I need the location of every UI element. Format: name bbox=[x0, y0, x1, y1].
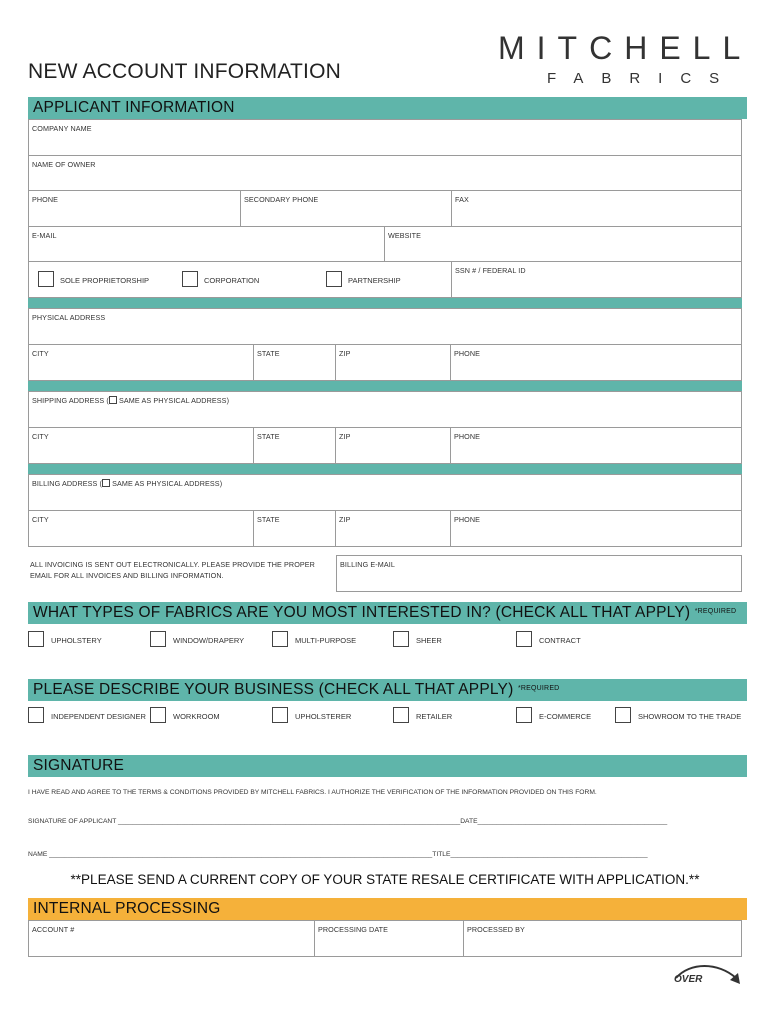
field-label: PHONE bbox=[454, 432, 481, 441]
field-label: STATE bbox=[257, 432, 280, 441]
section-fabrics bbox=[28, 602, 747, 624]
shipping-label-prefix: SHIPPING ADDRESS ( bbox=[32, 396, 109, 405]
section-title: INTERNAL PROCESSING bbox=[33, 900, 221, 917]
owner-name-field[interactable] bbox=[28, 155, 742, 191]
field-label: PHONE bbox=[454, 349, 481, 358]
independent-designer-checkbox[interactable] bbox=[28, 707, 44, 723]
checkbox-label: WORKROOM bbox=[173, 712, 220, 721]
over-label: OVER bbox=[674, 974, 703, 985]
sheer-checkbox[interactable] bbox=[393, 631, 409, 647]
upholstery-checkbox[interactable] bbox=[28, 631, 44, 647]
field-label: CITY bbox=[32, 349, 49, 358]
name-title-line[interactable]: NAME _______________________________________________________________________________________________________TITLE_____________________________________________________ bbox=[28, 851, 648, 858]
account-number-field[interactable] bbox=[28, 920, 315, 957]
showroom-to-the-trade-checkbox[interactable] bbox=[615, 707, 631, 723]
upholsterer-checkbox[interactable] bbox=[272, 707, 288, 723]
field-label: PHONE bbox=[454, 515, 481, 524]
checkbox-label: RETAILER bbox=[416, 712, 453, 721]
fax-field[interactable] bbox=[451, 190, 742, 227]
billing-email-field[interactable] bbox=[336, 555, 742, 592]
physical-city-field[interactable] bbox=[28, 344, 254, 381]
logo-mitchell: MITCHELL bbox=[498, 30, 753, 66]
checkbox-label: E-COMMERCE bbox=[539, 712, 592, 721]
website-field[interactable] bbox=[384, 226, 742, 262]
checkbox-label: SOLE PROPRIETORSHIP bbox=[60, 276, 150, 285]
corporation-checkbox[interactable] bbox=[182, 271, 198, 287]
physical-phone-field[interactable] bbox=[450, 344, 742, 381]
field-label: PHYSICAL ADDRESS bbox=[32, 313, 106, 322]
field-label: ACCOUNT # bbox=[32, 925, 75, 934]
physical-state-field[interactable] bbox=[253, 344, 336, 381]
checkbox-label: PARTNERSHIP bbox=[348, 276, 401, 285]
section-title: WHAT TYPES OF FABRICS ARE YOU MOST INTERESTED IN? (CHECK ALL THAT APPLY) bbox=[33, 604, 691, 622]
shipping-zip-field[interactable] bbox=[335, 427, 451, 464]
contract-checkbox[interactable] bbox=[516, 631, 532, 647]
field-label: SSN # / FEDERAL ID bbox=[455, 266, 526, 275]
invoice-note-line-2: EMAIL FOR ALL INVOICES AND BILLING INFORMATION. bbox=[30, 571, 224, 580]
checkbox-label: MULTI-PURPOSE bbox=[295, 636, 357, 645]
logo-fabrics: FABRICS bbox=[547, 70, 738, 87]
field-label: ZIP bbox=[339, 515, 351, 524]
physical-address-field[interactable] bbox=[28, 308, 742, 345]
page-title: NEW ACCOUNT INFORMATION bbox=[28, 60, 341, 83]
field-label bbox=[32, 479, 222, 488]
field-label: WEBSITE bbox=[388, 231, 422, 240]
retailer-checkbox[interactable] bbox=[393, 707, 409, 723]
email-field[interactable] bbox=[28, 226, 385, 262]
section-title: APPLICANT INFORMATION bbox=[33, 99, 235, 116]
billing-label-suffix: SAME AS PHYSICAL ADDRESS) bbox=[110, 479, 223, 488]
window-drapery-checkbox[interactable] bbox=[150, 631, 166, 647]
resale-certificate-notice: **PLEASE SEND A CURRENT COPY OF YOUR STATE RESALE CERTIFICATE WITH APPLICATION.** bbox=[70, 872, 700, 887]
section-business bbox=[28, 679, 747, 701]
checkbox-label: CORPORATION bbox=[204, 276, 260, 285]
shipping-state-field[interactable] bbox=[253, 427, 336, 464]
processed-by-field[interactable] bbox=[463, 920, 742, 957]
field-label: PHONE bbox=[32, 195, 59, 204]
field-label: ZIP bbox=[339, 432, 351, 441]
field-label: CITY bbox=[32, 432, 49, 441]
shipping-address-field[interactable] bbox=[28, 391, 742, 428]
field-label: FAX bbox=[455, 195, 469, 204]
phone-field[interactable] bbox=[28, 190, 241, 227]
section-title: PLEASE DESCRIBE YOUR BUSINESS (CHECK ALL THAT APPLY) bbox=[33, 681, 514, 699]
secondary-phone-field[interactable] bbox=[240, 190, 452, 227]
divider-bar bbox=[28, 381, 742, 391]
billing-phone-field[interactable] bbox=[450, 510, 742, 547]
divider-bar bbox=[28, 298, 742, 308]
billing-address-field[interactable] bbox=[28, 474, 742, 511]
shipping-label-suffix: SAME AS PHYSICAL ADDRESS) bbox=[116, 396, 230, 405]
sole-proprietorship-checkbox[interactable] bbox=[38, 271, 54, 287]
section-signature bbox=[28, 755, 747, 777]
section-title: SIGNATURE bbox=[33, 757, 125, 774]
partnership-checkbox[interactable] bbox=[326, 271, 342, 287]
checkbox-label: UPHOLSTERY bbox=[51, 636, 102, 645]
field-label: PROCESSED BY bbox=[467, 925, 525, 934]
processing-date-field[interactable] bbox=[314, 920, 464, 957]
field-label: SECONDARY PHONE bbox=[244, 195, 319, 204]
ssn-field[interactable] bbox=[451, 261, 742, 298]
section-applicant-information bbox=[28, 97, 747, 119]
shipping-phone-field[interactable] bbox=[450, 427, 742, 464]
signature-line[interactable]: SIGNATURE OF APPLICANT ____________________________________________________________________________________________DATE___________________________________________________ bbox=[28, 818, 668, 825]
field-label: PROCESSING DATE bbox=[318, 925, 389, 934]
billing-state-field[interactable] bbox=[253, 510, 336, 547]
invoice-note-line-1: ALL INVOICING IS SENT OUT ELECTRONICALLY. PLEASE PROVIDE THE PROPER bbox=[30, 560, 315, 569]
billing-city-field[interactable] bbox=[28, 510, 254, 547]
billing-zip-field[interactable] bbox=[335, 510, 451, 547]
checkbox-label: WINDOW/DRAPERY bbox=[173, 636, 245, 645]
field-label bbox=[32, 396, 229, 405]
field-label: COMPANY NAME bbox=[32, 124, 92, 133]
divider-bar bbox=[28, 464, 742, 474]
checkbox-label: SHOWROOM TO THE TRADE bbox=[638, 712, 742, 721]
workroom-checkbox[interactable] bbox=[150, 707, 166, 723]
field-label: STATE bbox=[257, 349, 280, 358]
multi-purpose-checkbox[interactable] bbox=[272, 631, 288, 647]
section-internal-processing bbox=[28, 898, 747, 920]
e-commerce-checkbox[interactable] bbox=[516, 707, 532, 723]
required-note: *REQUIRED bbox=[694, 608, 737, 615]
field-label: CITY bbox=[32, 515, 49, 524]
billing-label-prefix: BILLING ADDRESS ( bbox=[32, 479, 103, 488]
small-checkbox-icon[interactable] bbox=[102, 479, 110, 487]
checkbox-label: SHEER bbox=[416, 636, 442, 645]
field-label: BILLING E-MAIL bbox=[340, 560, 395, 569]
agreement-text: I HAVE READ AND AGREE TO THE TERMS & CONDITIONS PROVIDED BY MITCHELL FABRICS. I AUTHORIZE THE VERIFICATION OF THE INFORMATION PROVIDED ON THIS FORM. bbox=[28, 789, 597, 796]
small-checkbox-icon[interactable] bbox=[109, 396, 117, 404]
field-label: STATE bbox=[257, 515, 280, 524]
checkbox-label: CONTRACT bbox=[539, 636, 581, 645]
physical-zip-field[interactable] bbox=[335, 344, 451, 381]
checkbox-label: UPHOLSTERER bbox=[295, 712, 352, 721]
required-note: *REQUIRED bbox=[517, 685, 560, 692]
checkbox-label: INDEPENDENT DESIGNER bbox=[51, 712, 146, 721]
field-label: NAME OF OWNER bbox=[32, 160, 96, 169]
shipping-city-field[interactable] bbox=[28, 427, 254, 464]
field-label: E-MAIL bbox=[32, 231, 57, 240]
company-name-field[interactable] bbox=[28, 119, 742, 156]
field-label: ZIP bbox=[339, 349, 351, 358]
